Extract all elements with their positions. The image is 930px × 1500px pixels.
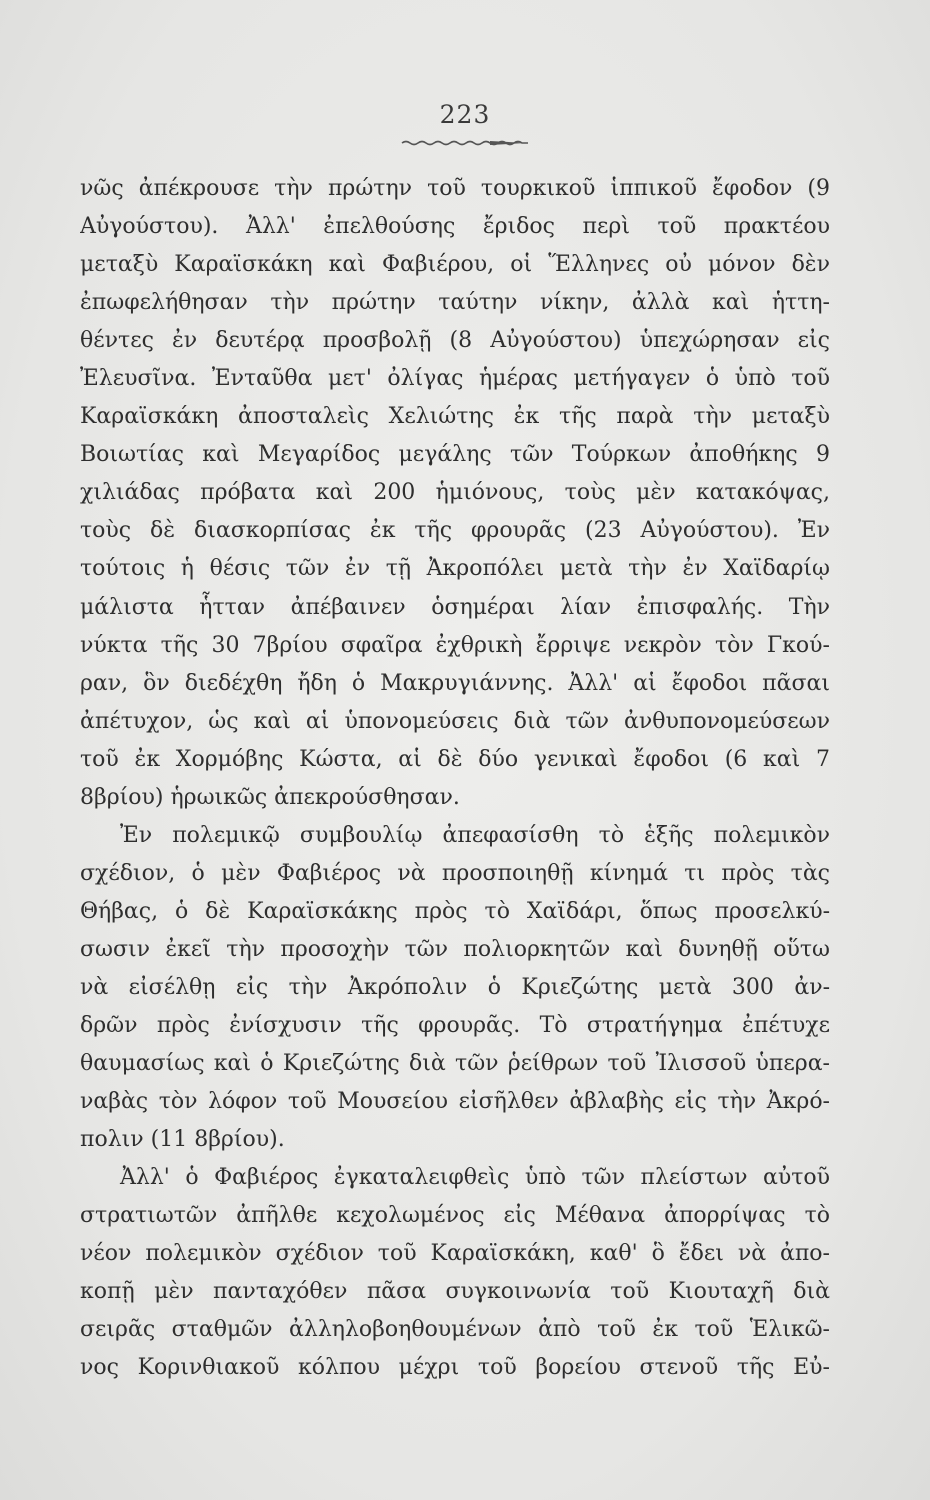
text-line: θέντες ἐν δευτέρᾳ προσβολῇ (8 Αὐγούστου) ὑπεχώρησαν εἰς bbox=[80, 328, 830, 354]
text-line: χιλιάδας πρόβατα καὶ 200 ἡμιόνους, τοὺς μὲν κατακόψας, bbox=[80, 480, 830, 506]
text-line: νῶς ἀπέκρουσε τὴν πρώτην τοῦ τουρκικοῦ ἱππικοῦ ἔφοδον (9 bbox=[80, 176, 830, 201]
text-line: Αὐγούστου). Ἀλλ' ἐπελθούσης ἔριδος περὶ τοῦ πρακτέου bbox=[80, 214, 830, 240]
text-line: κοπῇ μὲν πανταχόθεν πᾶσα συγκοινωνία τοῦ Κιουταχῆ διὰ bbox=[80, 1279, 830, 1305]
text-line: ραν, ὃν διεδέχθη ἤδη ὁ Μακρυγιάννης. Ἀλλ' αἱ ἔφοδοι πᾶσαι bbox=[80, 670, 830, 696]
body-text bbox=[80, 170, 830, 1388]
text-line: Θήβας, ὁ δὲ Καραϊσκάκης πρὸς τὸ Χαϊδάρι, ὅπως προσελκύ- bbox=[80, 898, 830, 924]
text-line: ἀπέτυχον, ὡς καὶ αἱ ὑπονομεύσεις διὰ τῶν ἀνθυπονομεύσεων bbox=[80, 708, 830, 734]
text-line: θαυμασίως καὶ ὁ Κριεζώτης διὰ τῶν ῥείθρων τοῦ Ἰλισσοῦ ὑπερα- bbox=[80, 1051, 830, 1077]
text-line: τούτοις ἡ θέσις τῶν ἐν τῇ Ἀκροπόλει μετὰ τὴν ἐν Χαϊδαρίῳ bbox=[80, 556, 830, 582]
text-line: μάλιστα ἧτταν ἀπέβαινεν ὁσημέραι λίαν ἐπισφαλής. Τὴν bbox=[80, 594, 830, 620]
text-line: ἐπωφελήθησαν τὴν πρώτην ταύτην νίκην, ἀλλὰ καὶ ἡττη- bbox=[80, 290, 830, 316]
text-line: νύκτα τῆς 30 7βρίου σφαῖρα ἐχθρικὴ ἔρριψε νεκρὸν τὸν Γκού- bbox=[80, 632, 830, 658]
text-line: μεταξὺ Καραϊσκάκη καὶ Φαβιέρου, οἱ Ἕλληνες οὐ μόνον δὲν bbox=[80, 252, 830, 278]
text-line: νὰ εἰσέλθῃ εἰς τὴν Ἀκρόπολιν ὁ Κριεζώτης μετὰ 300 ἀν- bbox=[80, 974, 830, 1000]
text-line: πολιν (11 8βρίου). bbox=[80, 1127, 285, 1153]
text-line: ναβὰς τὸν λόφον τοῦ Μουσείου εἰσῆλθεν ἀβλαβὴς εἰς τὴν Ἀκρό- bbox=[80, 1089, 830, 1115]
page-number: 223 bbox=[439, 100, 491, 129]
text-line: Ἐν πολεμικῷ συμβουλίῳ ἀπεφασίσθη τὸ ἑξῆς πολεμικὸν bbox=[120, 822, 830, 848]
text-line: Ἀλλ' ὁ Φαβιέρος ἐγκαταλειφθεὶς ὑπὸ τῶν πλείστων αὐτοῦ bbox=[120, 1165, 830, 1191]
text-line: τοῦ ἐκ Χορμόβης Κώστα, αἱ δὲ δύο γενικαὶ ἔφοδοι (6 καὶ 7 bbox=[80, 746, 830, 772]
text-line: 8βρίου) ἡρωικῶς ἀπεκρούσθησαν. bbox=[80, 784, 460, 810]
text-line: σωσιν ἐκεῖ τὴν προσοχὴν τῶν πολιορκητῶν καὶ δυνηθῇ οὕτω bbox=[80, 936, 830, 962]
text-line: δρῶν πρὸς ἐνίσχυσιν τῆς φρουρᾶς. Τὸ στρατήγημα ἐπέτυχε bbox=[80, 1013, 830, 1039]
text-line: τοὺς δὲ διασκορπίσας ἐκ τῆς φρουρᾶς (23 Αὐγούστου). Ἐν bbox=[80, 518, 830, 544]
text-line: Καραϊσκάκη ἀποσταλεὶς Χελιώτης ἐκ τῆς παρὰ τὴν μεταξὺ bbox=[80, 404, 830, 430]
text-line: νέον πολεμικὸν σχέδιον τοῦ Καραϊσκάκη, καθ' ὃ ἔδει νὰ ἀπο- bbox=[80, 1241, 830, 1267]
text-line: σχέδιον, ὁ μὲν Φαβιέρος νὰ προσποιηθῇ κίνημά τι πρὸς τὰς bbox=[80, 860, 830, 886]
text-line: Ἐλευσῖνα. Ἐνταῦθα μετ' ὀλίγας ἡμέρας μετήγαγεν ὁ ὑπὸ τοῦ bbox=[80, 366, 830, 392]
ornament-rule bbox=[400, 138, 530, 148]
text-line: Βοιωτίας καὶ Μεγαρίδος μεγάλης τῶν Τούρκων ἀποθήκης 9 bbox=[80, 442, 830, 468]
text-line: στρατιωτῶν ἀπῆλθε κεχολωμένος εἰς Μέθανα ἀπορρίψας τὸ bbox=[80, 1203, 830, 1229]
text-line: νος Κορινθιακοῦ κόλπου μέχρι τοῦ βορείου στενοῦ τῆς Εὐ- bbox=[80, 1355, 830, 1381]
text-line: σειρᾶς σταθμῶν ἀλληλοβοηθουμένων ἀπὸ τοῦ ἐκ τοῦ Ἑλικῶ- bbox=[80, 1317, 830, 1343]
